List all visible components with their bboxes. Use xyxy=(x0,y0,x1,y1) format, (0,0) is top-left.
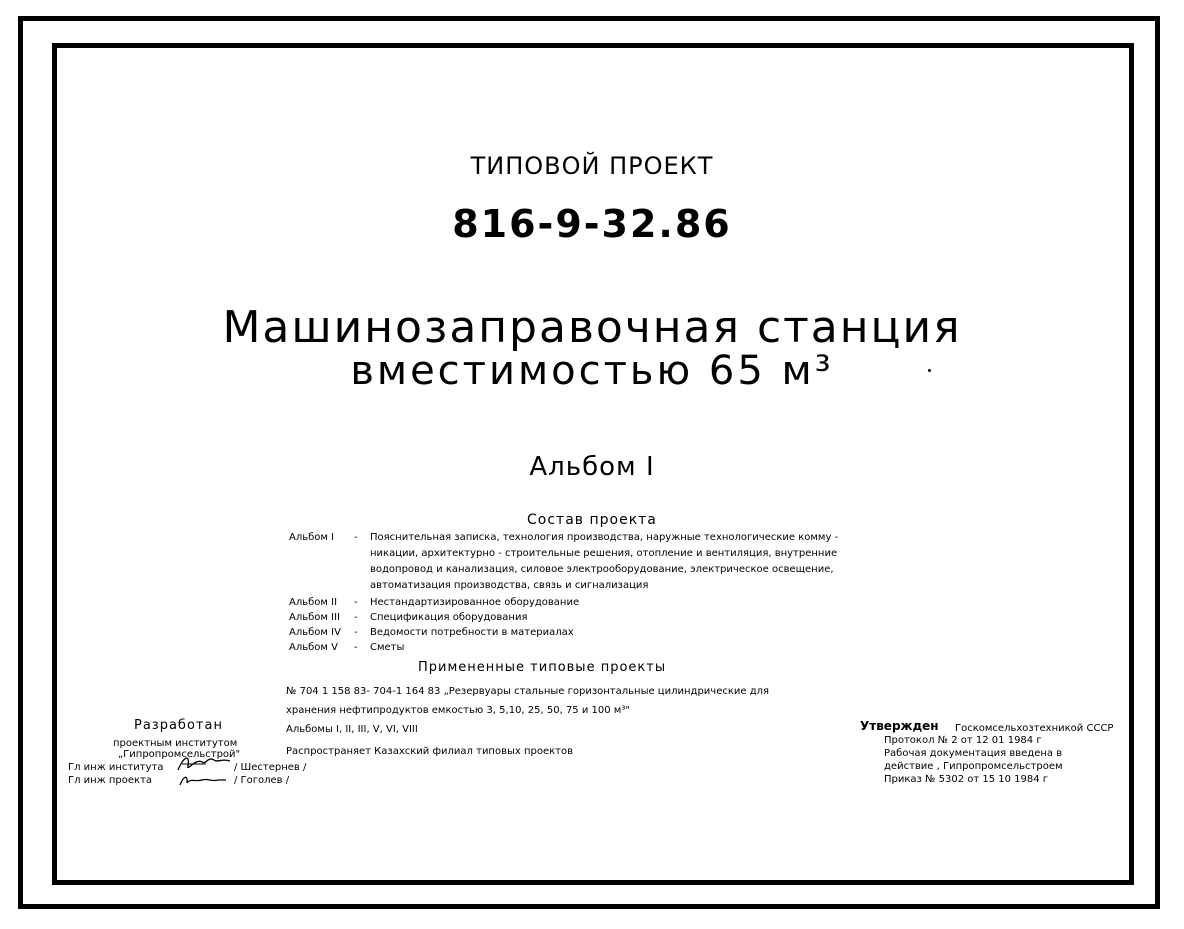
approved-line: действие , Гипропромсельстроем xyxy=(884,761,1063,772)
applied-projects-line: хранения нефтипродуктов емкостью 3, 5,10, 25, 50, 75 и 100 м³" xyxy=(286,705,630,716)
chief-engineer-label: Гл инж института xyxy=(68,762,164,773)
applied-projects-heading: Примененные типовые проекты xyxy=(418,660,667,675)
title-line-2: вместимостью 65 м³ xyxy=(350,348,834,394)
composition-dash: - xyxy=(354,532,358,543)
composition-album-desc-line: Нестандартизированное оборудование xyxy=(370,597,580,608)
composition-album-label: Альбом IV xyxy=(289,627,341,638)
composition-dash: - xyxy=(354,642,358,653)
project-engineer-name: / Гоголев / xyxy=(234,775,290,786)
project-engineer-label: Гл инж проекта xyxy=(68,775,153,786)
album-title: Альбом I xyxy=(529,452,655,482)
composition-album-desc-line: Ведомости потребности в материалах xyxy=(370,627,574,638)
project-engineer-signature xyxy=(178,772,228,788)
composition-dash: - xyxy=(354,627,358,638)
chief-engineer-signature xyxy=(176,752,232,774)
composition-album-label: Альбом V xyxy=(289,642,338,653)
composition-album-desc-line: никации, архитектурно - строительные решения, отопление и вентиляция, внутренние xyxy=(370,548,838,559)
approved-line: Приказ № 5302 от 15 10 1984 г xyxy=(884,774,1049,785)
composition-album-desc-line: водопровод и канализация, силовое электрооборудование, электрическое освещение, xyxy=(370,564,834,575)
composition-album-desc-line: Пояснительная записка, технология производства, наружные технологические комму - xyxy=(370,532,839,543)
chief-engineer-name: / Шестернев / xyxy=(234,762,307,773)
composition-album-desc-line: Спецификация оборудования xyxy=(370,612,528,623)
applied-projects-line: Альбомы I, II, III, V, VI, VIII xyxy=(286,724,418,735)
project-number: 816-9-32.86 xyxy=(452,202,732,246)
composition-dash: - xyxy=(354,612,358,623)
title-line-1: Машинозаправочная станция xyxy=(222,302,962,353)
project-kind: ТИПОВОЙ ПРОЕКТ xyxy=(470,152,714,180)
applied-projects-line: № 704 1 158 83- 704-1 164 83 „Резервуары стальные горизонтальные цилиндрические для xyxy=(286,686,770,697)
composition-album-label: Альбом III xyxy=(289,612,340,623)
composition-dash: - xyxy=(354,597,358,608)
developed-heading: Разработан xyxy=(134,718,223,733)
composition-heading: Состав проекта xyxy=(527,512,657,528)
approved-authority: Госкомсельхозтехникой СССР xyxy=(955,723,1114,734)
applied-projects-line: Распространяет Казахский филиал типовых проектов xyxy=(286,746,574,757)
stray-dot xyxy=(928,369,931,372)
developed-line: проектным институтом xyxy=(113,738,238,749)
composition-album-desc-line: автоматизация производства, связь и сигнализация xyxy=(370,580,649,591)
approved-heading: Утвержден xyxy=(860,719,939,733)
developed-line: „Гипропромсельстрой" xyxy=(118,749,241,760)
composition-album-label: Альбом II xyxy=(289,597,338,608)
approved-line: Рабочая документация введена в xyxy=(884,748,1063,759)
composition-album-label: Альбом I xyxy=(289,532,335,543)
composition-album-desc-line: Сметы xyxy=(370,642,405,653)
approved-line: Протокол № 2 от 12 01 1984 г xyxy=(884,735,1042,746)
